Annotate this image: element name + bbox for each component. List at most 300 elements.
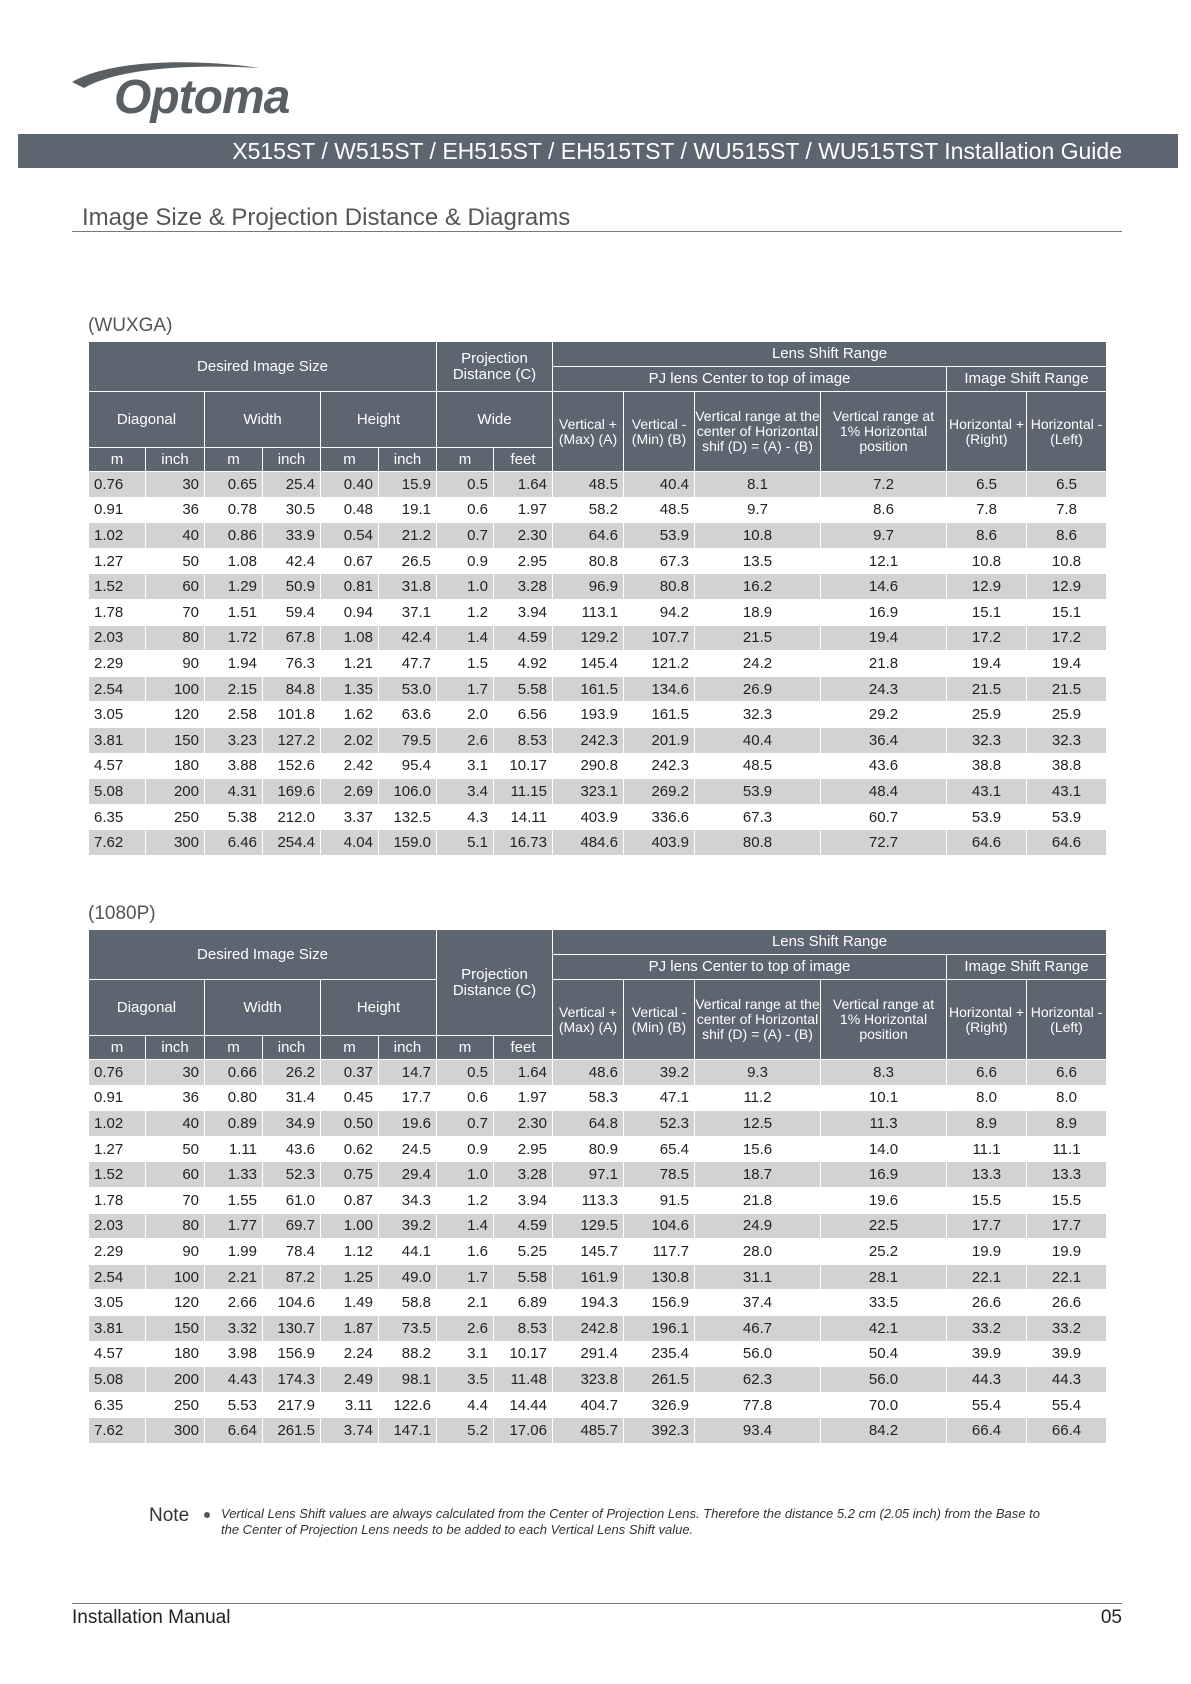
cell-diagonal-inch: 60 xyxy=(146,1162,205,1188)
cell-distance-m: 0.6 xyxy=(437,497,494,523)
cell-vertical-max: 291.4 xyxy=(553,1341,624,1367)
cell-vertical-min: 107.7 xyxy=(624,625,695,651)
table-row xyxy=(89,1213,1107,1239)
cell-distance-feet: 10.17 xyxy=(494,1341,553,1367)
cell-vertical-min: 156.9 xyxy=(624,1290,695,1316)
cell-distance-m: 3.1 xyxy=(437,753,494,779)
cell-height-inch: 39.2 xyxy=(379,1213,437,1239)
header-vertical-max: Vertical + (Max) (A) xyxy=(553,392,624,472)
cell-vertical-range-1pct: 7.2 xyxy=(821,472,947,498)
cell-diagonal-m: 3.05 xyxy=(89,1290,146,1316)
cell-diagonal-inch: 250 xyxy=(146,1392,205,1418)
cell-distance-feet: 8.53 xyxy=(494,727,553,753)
cell-vertical-range-center: 32.3 xyxy=(695,702,821,728)
cell-horizontal-right: 19.9 xyxy=(947,1239,1027,1265)
optoma-logo xyxy=(70,60,290,130)
unit-inch: inch xyxy=(146,448,205,472)
cell-vertical-range-1pct: 16.9 xyxy=(821,599,947,625)
cell-width-m: 0.66 xyxy=(205,1060,263,1086)
cell-vertical-range-center: 80.8 xyxy=(695,830,821,856)
cell-horizontal-left: 13.3 xyxy=(1027,1162,1107,1188)
cell-vertical-range-1pct: 12.1 xyxy=(821,548,947,574)
cell-vertical-max: 145.7 xyxy=(553,1239,624,1265)
cell-width-inch: 34.9 xyxy=(263,1111,321,1137)
cell-width-inch: 31.4 xyxy=(263,1085,321,1111)
cell-distance-m: 3.1 xyxy=(437,1341,494,1367)
cell-distance-feet: 2.30 xyxy=(494,1111,553,1137)
cell-vertical-range-1pct: 19.6 xyxy=(821,1187,947,1213)
cell-horizontal-right: 19.4 xyxy=(947,651,1027,677)
cell-diagonal-inch: 40 xyxy=(146,1111,205,1137)
cell-diagonal-inch: 120 xyxy=(146,1290,205,1316)
cell-vertical-max: 58.2 xyxy=(553,497,624,523)
cell-horizontal-right: 17.2 xyxy=(947,625,1027,651)
cell-horizontal-right: 15.5 xyxy=(947,1187,1027,1213)
cell-height-m: 1.21 xyxy=(321,651,379,677)
cell-vertical-max: 96.9 xyxy=(553,574,624,600)
cell-height-m: 1.00 xyxy=(321,1213,379,1239)
unit-inch: inch xyxy=(263,448,321,472)
cell-width-inch: 174.3 xyxy=(263,1367,321,1393)
cell-vertical-max: 64.6 xyxy=(553,523,624,549)
cell-diagonal-m: 4.57 xyxy=(89,1341,146,1367)
cell-distance-feet: 3.28 xyxy=(494,1162,553,1188)
cell-vertical-min: 52.3 xyxy=(624,1111,695,1137)
cell-height-inch: 42.4 xyxy=(379,625,437,651)
cell-horizontal-left: 12.9 xyxy=(1027,574,1107,600)
cell-diagonal-inch: 250 xyxy=(146,804,205,830)
cell-width-inch: 33.9 xyxy=(263,523,321,549)
cell-height-inch: 98.1 xyxy=(379,1367,437,1393)
cell-vertical-range-center: 67.3 xyxy=(695,804,821,830)
cell-distance-feet: 3.94 xyxy=(494,1187,553,1213)
unit-inch: inch xyxy=(263,1036,321,1060)
cell-horizontal-right: 13.3 xyxy=(947,1162,1027,1188)
cell-vertical-range-center: 11.2 xyxy=(695,1085,821,1111)
cell-width-inch: 87.2 xyxy=(263,1264,321,1290)
cell-horizontal-left: 6.6 xyxy=(1027,1060,1107,1086)
cell-vertical-range-center: 40.4 xyxy=(695,727,821,753)
header-wide: Wide xyxy=(437,392,553,448)
cell-vertical-min: 53.9 xyxy=(624,523,695,549)
cell-vertical-max: 485.7 xyxy=(553,1418,624,1444)
cell-vertical-max: 80.9 xyxy=(553,1136,624,1162)
header-pj-lens-center: PJ lens Center to top of image xyxy=(553,367,947,392)
cell-diagonal-m: 1.52 xyxy=(89,574,146,600)
header-vertical-range-center: Vertical range at the center of Horizontal shif (D) = (A) - (B) xyxy=(695,392,821,472)
cell-height-m: 0.45 xyxy=(321,1085,379,1111)
cell-vertical-range-center: 13.5 xyxy=(695,548,821,574)
table-row xyxy=(89,1341,1107,1367)
cell-height-m: 0.75 xyxy=(321,1162,379,1188)
cell-horizontal-left: 25.9 xyxy=(1027,702,1107,728)
cell-vertical-max: 145.4 xyxy=(553,651,624,677)
cell-distance-m: 5.2 xyxy=(437,1418,494,1444)
cell-diagonal-m: 0.76 xyxy=(89,472,146,498)
cell-width-m: 2.66 xyxy=(205,1290,263,1316)
cell-vertical-range-center: 18.9 xyxy=(695,599,821,625)
cell-distance-m: 3.4 xyxy=(437,779,494,805)
cell-horizontal-left: 8.6 xyxy=(1027,523,1107,549)
header-image-shift-range: Image Shift Range xyxy=(947,367,1107,392)
cell-width-m: 4.31 xyxy=(205,779,263,805)
cell-diagonal-m: 2.54 xyxy=(89,676,146,702)
cell-width-inch: 52.3 xyxy=(263,1162,321,1188)
cell-diagonal-inch: 100 xyxy=(146,1264,205,1290)
cell-height-inch: 19.6 xyxy=(379,1111,437,1137)
cell-diagonal-m: 2.29 xyxy=(89,651,146,677)
cell-diagonal-m: 1.27 xyxy=(89,548,146,574)
cell-height-m: 3.37 xyxy=(321,804,379,830)
cell-vertical-max: 97.1 xyxy=(553,1162,624,1188)
cell-distance-m: 2.1 xyxy=(437,1290,494,1316)
cell-vertical-range-1pct: 14.6 xyxy=(821,574,947,600)
cell-height-m: 1.87 xyxy=(321,1315,379,1341)
header-desired-image-size: Desired Image Size xyxy=(89,342,437,392)
cell-vertical-range-1pct: 25.2 xyxy=(821,1239,947,1265)
cell-height-inch: 44.1 xyxy=(379,1239,437,1265)
cell-vertical-max: 129.2 xyxy=(553,625,624,651)
cell-horizontal-right: 10.8 xyxy=(947,548,1027,574)
cell-vertical-range-1pct: 60.7 xyxy=(821,804,947,830)
cell-width-m: 1.11 xyxy=(205,1136,263,1162)
cell-width-inch: 50.9 xyxy=(263,574,321,600)
cell-width-inch: 101.8 xyxy=(263,702,321,728)
header-vertical-min: Vertical - (Min) (B) xyxy=(624,392,695,472)
cell-horizontal-left: 7.8 xyxy=(1027,497,1107,523)
header-width: Width xyxy=(205,392,321,448)
cell-horizontal-left: 11.1 xyxy=(1027,1136,1107,1162)
table-row xyxy=(89,651,1107,677)
cell-vertical-range-1pct: 84.2 xyxy=(821,1418,947,1444)
table-row xyxy=(89,472,1107,498)
cell-diagonal-m: 2.03 xyxy=(89,625,146,651)
cell-height-m: 4.04 xyxy=(321,830,379,856)
cell-width-m: 5.53 xyxy=(205,1392,263,1418)
unit-m: m xyxy=(437,1036,494,1060)
cell-width-m: 1.33 xyxy=(205,1162,263,1188)
logo-wordmark: Optoma xyxy=(114,71,290,124)
header-horizontal-right: Horizontal +(Right) xyxy=(947,980,1027,1060)
cell-height-inch: 24.5 xyxy=(379,1136,437,1162)
cell-height-m: 0.94 xyxy=(321,599,379,625)
cell-distance-m: 0.7 xyxy=(437,523,494,549)
cell-height-inch: 49.0 xyxy=(379,1264,437,1290)
cell-width-inch: 217.9 xyxy=(263,1392,321,1418)
cell-width-m: 0.80 xyxy=(205,1085,263,1111)
cell-horizontal-left: 6.5 xyxy=(1027,472,1107,498)
guide-title: X515ST / W515ST / EH515ST / EH515TST / WU515ST / WU515TST Installation Guide xyxy=(232,138,1122,164)
cell-diagonal-m: 0.76 xyxy=(89,1060,146,1086)
cell-horizontal-left: 43.1 xyxy=(1027,779,1107,805)
cell-horizontal-right: 55.4 xyxy=(947,1392,1027,1418)
cell-diagonal-m: 1.02 xyxy=(89,1111,146,1137)
cell-height-inch: 17.7 xyxy=(379,1085,437,1111)
cell-height-inch: 159.0 xyxy=(379,830,437,856)
table-row xyxy=(89,804,1107,830)
cell-height-m: 0.81 xyxy=(321,574,379,600)
cell-width-inch: 78.4 xyxy=(263,1239,321,1265)
cell-diagonal-m: 3.81 xyxy=(89,727,146,753)
cell-horizontal-right: 33.2 xyxy=(947,1315,1027,1341)
cell-height-inch: 26.5 xyxy=(379,548,437,574)
cell-height-m: 0.48 xyxy=(321,497,379,523)
cell-vertical-min: 196.1 xyxy=(624,1315,695,1341)
cell-height-inch: 53.0 xyxy=(379,676,437,702)
header-diagonal: Diagonal xyxy=(89,980,205,1036)
cell-diagonal-m: 0.91 xyxy=(89,497,146,523)
cell-width-m: 5.38 xyxy=(205,804,263,830)
cell-vertical-range-1pct: 29.2 xyxy=(821,702,947,728)
cell-horizontal-left: 19.4 xyxy=(1027,651,1107,677)
cell-diagonal-inch: 70 xyxy=(146,599,205,625)
cell-diagonal-inch: 50 xyxy=(146,1136,205,1162)
cell-distance-m: 1.7 xyxy=(437,1264,494,1290)
cell-vertical-range-1pct: 14.0 xyxy=(821,1136,947,1162)
cell-diagonal-inch: 30 xyxy=(146,472,205,498)
header-projection-distance: Projection Distance (C) xyxy=(437,930,553,1036)
cell-horizontal-left: 15.5 xyxy=(1027,1187,1107,1213)
cell-vertical-min: 326.9 xyxy=(624,1392,695,1418)
cell-vertical-min: 78.5 xyxy=(624,1162,695,1188)
cell-diagonal-m: 6.35 xyxy=(89,1392,146,1418)
cell-vertical-range-1pct: 11.3 xyxy=(821,1111,947,1137)
footer-manual-label: Installation Manual xyxy=(72,1607,231,1628)
cell-vertical-range-center: 46.7 xyxy=(695,1315,821,1341)
cell-vertical-range-1pct: 10.1 xyxy=(821,1085,947,1111)
cell-vertical-range-center: 21.5 xyxy=(695,625,821,651)
cell-horizontal-right: 39.9 xyxy=(947,1341,1027,1367)
cell-height-inch: 95.4 xyxy=(379,753,437,779)
cell-height-inch: 31.8 xyxy=(379,574,437,600)
note-label: Note xyxy=(149,1505,190,1526)
cell-distance-feet: 3.28 xyxy=(494,574,553,600)
cell-distance-feet: 4.59 xyxy=(494,625,553,651)
cell-vertical-max: 48.6 xyxy=(553,1060,624,1086)
cell-vertical-range-center: 18.7 xyxy=(695,1162,821,1188)
cell-horizontal-left: 8.0 xyxy=(1027,1085,1107,1111)
cell-horizontal-right: 44.3 xyxy=(947,1367,1027,1393)
cell-vertical-range-center: 53.9 xyxy=(695,779,821,805)
table-row xyxy=(89,1290,1107,1316)
cell-diagonal-m: 1.78 xyxy=(89,1187,146,1213)
cell-vertical-min: 130.8 xyxy=(624,1264,695,1290)
cell-width-inch: 152.6 xyxy=(263,753,321,779)
cell-width-m: 2.21 xyxy=(205,1264,263,1290)
cell-width-inch: 169.6 xyxy=(263,779,321,805)
cell-height-inch: 147.1 xyxy=(379,1418,437,1444)
cell-height-m: 1.25 xyxy=(321,1264,379,1290)
cell-horizontal-right: 64.6 xyxy=(947,830,1027,856)
unit-inch: inch xyxy=(379,448,437,472)
cell-distance-feet: 17.06 xyxy=(494,1418,553,1444)
cell-distance-feet: 6.89 xyxy=(494,1290,553,1316)
cell-distance-feet: 8.53 xyxy=(494,1315,553,1341)
header-diagonal: Diagonal xyxy=(89,392,205,448)
cell-height-m: 0.87 xyxy=(321,1187,379,1213)
1080p-table-body xyxy=(89,1060,1107,1444)
cell-vertical-range-1pct: 42.1 xyxy=(821,1315,947,1341)
cell-width-m: 3.88 xyxy=(205,753,263,779)
cell-distance-m: 0.9 xyxy=(437,1136,494,1162)
cell-vertical-min: 403.9 xyxy=(624,830,695,856)
cell-height-m: 1.49 xyxy=(321,1290,379,1316)
table-row xyxy=(89,727,1107,753)
cell-vertical-max: 194.3 xyxy=(553,1290,624,1316)
unit-m: m xyxy=(89,1036,146,1060)
cell-vertical-range-center: 24.2 xyxy=(695,651,821,677)
cell-diagonal-inch: 300 xyxy=(146,1418,205,1444)
cell-horizontal-left: 15.1 xyxy=(1027,599,1107,625)
cell-vertical-range-1pct: 72.7 xyxy=(821,830,947,856)
table-row xyxy=(89,599,1107,625)
cell-height-m: 2.42 xyxy=(321,753,379,779)
cell-distance-feet: 16.73 xyxy=(494,830,553,856)
cell-width-m: 0.89 xyxy=(205,1111,263,1137)
cell-width-inch: 69.7 xyxy=(263,1213,321,1239)
header-width: Width xyxy=(205,980,321,1036)
header-vertical-min: Vertical - (Min) (B) xyxy=(624,980,695,1060)
guide-title-bar xyxy=(18,134,1178,168)
cell-vertical-range-1pct: 9.7 xyxy=(821,523,947,549)
cell-distance-m: 4.4 xyxy=(437,1392,494,1418)
cell-distance-m: 5.1 xyxy=(437,830,494,856)
cell-vertical-range-1pct: 22.5 xyxy=(821,1213,947,1239)
cell-horizontal-left: 33.2 xyxy=(1027,1315,1107,1341)
cell-distance-feet: 6.56 xyxy=(494,702,553,728)
header-image-shift-range: Image Shift Range xyxy=(947,955,1107,980)
unit-m: m xyxy=(321,1036,379,1060)
cell-height-m: 0.54 xyxy=(321,523,379,549)
bullet-icon xyxy=(204,1512,210,1518)
cell-height-inch: 79.5 xyxy=(379,727,437,753)
cell-vertical-range-center: 15.6 xyxy=(695,1136,821,1162)
table-row xyxy=(89,1162,1107,1188)
cell-diagonal-inch: 70 xyxy=(146,1187,205,1213)
cell-height-inch: 34.3 xyxy=(379,1187,437,1213)
cell-vertical-range-center: 48.5 xyxy=(695,753,821,779)
cell-horizontal-left: 39.9 xyxy=(1027,1341,1107,1367)
unit-feet: feet xyxy=(494,448,553,472)
cell-diagonal-m: 7.62 xyxy=(89,830,146,856)
cell-horizontal-right: 8.0 xyxy=(947,1085,1027,1111)
header-vertical-max: Vertical + (Max) (A) xyxy=(553,980,624,1060)
cell-vertical-min: 67.3 xyxy=(624,548,695,574)
cell-vertical-max: 242.3 xyxy=(553,727,624,753)
cell-distance-m: 0.5 xyxy=(437,1060,494,1086)
cell-vertical-range-1pct: 36.4 xyxy=(821,727,947,753)
cell-vertical-max: 290.8 xyxy=(553,753,624,779)
cell-diagonal-m: 3.05 xyxy=(89,702,146,728)
cell-height-inch: 21.2 xyxy=(379,523,437,549)
cell-height-inch: 37.1 xyxy=(379,599,437,625)
cell-width-inch: 261.5 xyxy=(263,1418,321,1444)
cell-distance-m: 2.6 xyxy=(437,727,494,753)
cell-vertical-range-center: 9.7 xyxy=(695,497,821,523)
cell-width-m: 1.99 xyxy=(205,1239,263,1265)
cell-horizontal-right: 15.1 xyxy=(947,599,1027,625)
cell-vertical-range-1pct: 48.4 xyxy=(821,779,947,805)
cell-vertical-max: 58.3 xyxy=(553,1085,624,1111)
cell-vertical-range-1pct: 19.4 xyxy=(821,625,947,651)
cell-height-inch: 14.7 xyxy=(379,1060,437,1086)
cell-distance-feet: 1.64 xyxy=(494,1060,553,1086)
cell-vertical-min: 392.3 xyxy=(624,1418,695,1444)
cell-horizontal-left: 66.4 xyxy=(1027,1418,1107,1444)
cell-diagonal-inch: 100 xyxy=(146,676,205,702)
table-row xyxy=(89,1315,1107,1341)
cell-vertical-min: 48.5 xyxy=(624,497,695,523)
cell-height-m: 3.11 xyxy=(321,1392,379,1418)
cell-vertical-min: 235.4 xyxy=(624,1341,695,1367)
cell-height-inch: 15.9 xyxy=(379,472,437,498)
table-row xyxy=(89,779,1107,805)
cell-vertical-min: 117.7 xyxy=(624,1239,695,1265)
cell-width-m: 1.29 xyxy=(205,574,263,600)
table-row xyxy=(89,1392,1107,1418)
cell-diagonal-m: 7.62 xyxy=(89,1418,146,1444)
cell-horizontal-left: 8.9 xyxy=(1027,1111,1107,1137)
cell-vertical-range-center: 24.9 xyxy=(695,1213,821,1239)
cell-distance-m: 1.0 xyxy=(437,574,494,600)
cell-vertical-range-center: 77.8 xyxy=(695,1392,821,1418)
table-row xyxy=(89,1085,1107,1111)
cell-vertical-range-1pct: 21.8 xyxy=(821,651,947,677)
cell-vertical-range-1pct: 8.6 xyxy=(821,497,947,523)
cell-diagonal-m: 2.03 xyxy=(89,1213,146,1239)
cell-vertical-range-1pct: 43.6 xyxy=(821,753,947,779)
cell-vertical-min: 269.2 xyxy=(624,779,695,805)
section-title: Image Size & Projection Distance & Diagrams xyxy=(82,204,571,231)
cell-height-m: 0.37 xyxy=(321,1060,379,1086)
unit-inch: inch xyxy=(146,1036,205,1060)
cell-vertical-min: 40.4 xyxy=(624,472,695,498)
cell-vertical-range-1pct: 70.0 xyxy=(821,1392,947,1418)
cell-width-inch: 212.0 xyxy=(263,804,321,830)
cell-height-inch: 73.5 xyxy=(379,1315,437,1341)
cell-width-inch: 26.2 xyxy=(263,1060,321,1086)
cell-horizontal-right: 8.6 xyxy=(947,523,1027,549)
cell-vertical-range-center: 21.8 xyxy=(695,1187,821,1213)
cell-height-m: 1.62 xyxy=(321,702,379,728)
cell-vertical-max: 323.1 xyxy=(553,779,624,805)
cell-distance-feet: 1.64 xyxy=(494,472,553,498)
cell-width-m: 0.65 xyxy=(205,472,263,498)
cell-height-inch: 132.5 xyxy=(379,804,437,830)
cell-horizontal-right: 22.1 xyxy=(947,1264,1027,1290)
cell-height-m: 1.08 xyxy=(321,625,379,651)
cell-distance-m: 0.5 xyxy=(437,472,494,498)
cell-height-m: 2.02 xyxy=(321,727,379,753)
cell-distance-m: 2.6 xyxy=(437,1315,494,1341)
cell-horizontal-left: 22.1 xyxy=(1027,1264,1107,1290)
cell-width-inch: 127.2 xyxy=(263,727,321,753)
cell-vertical-max: 161.9 xyxy=(553,1264,624,1290)
header-horizontal-right: Horizontal +(Right) xyxy=(947,392,1027,472)
cell-vertical-min: 201.9 xyxy=(624,727,695,753)
cell-height-m: 0.50 xyxy=(321,1111,379,1137)
cell-distance-m: 1.2 xyxy=(437,1187,494,1213)
cell-height-m: 2.49 xyxy=(321,1367,379,1393)
cell-height-m: 2.24 xyxy=(321,1341,379,1367)
cell-vertical-range-center: 9.3 xyxy=(695,1060,821,1086)
cell-diagonal-m: 2.29 xyxy=(89,1239,146,1265)
cell-width-m: 1.72 xyxy=(205,625,263,651)
cell-vertical-max: 64.8 xyxy=(553,1111,624,1137)
cell-horizontal-left: 53.9 xyxy=(1027,804,1107,830)
header-height: Height xyxy=(321,980,437,1036)
cell-vertical-range-center: 28.0 xyxy=(695,1239,821,1265)
